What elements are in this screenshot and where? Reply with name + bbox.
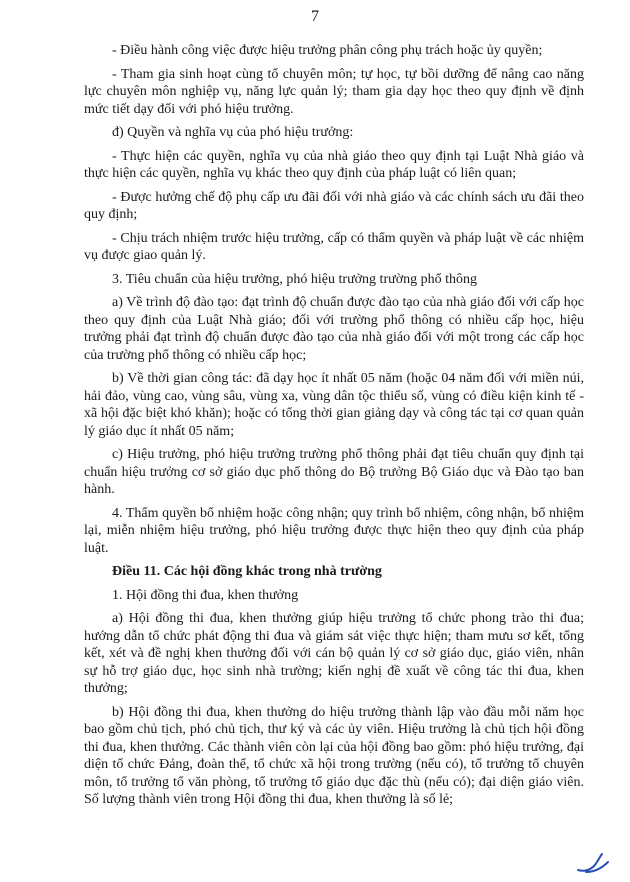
paragraph: c) Hiệu trưởng, phó hiệu trưởng trường phổ thông phải đạt tiêu chuẩn quy định tại chuẩn hiệu trưởng cơ sở giáo dục phổ thông do Bộ trưởng Bộ Giáo dục và Đào tạo ban hành. xyxy=(84,447,584,497)
paragraph: đ) Quyền và nghĩa vụ của phó hiệu trưởng: xyxy=(112,125,354,140)
initial-signature-mark xyxy=(572,848,612,878)
paragraph: - Thực hiện các quyền, nghĩa vụ của nhà giáo theo quy định tại Luật Nhà giáo và thực hiện các quyền, nghĩa vụ khác theo quy định của pháp luật có liên quan; xyxy=(84,148,584,181)
paragraph: 4. Thẩm quyền bổ nhiệm hoặc công nhận; quy trình bổ nhiệm, công nhận, bổ nhiệm lại, miễn nhiệm hiệu trưởng, phó hiệu trưởng được thực hiện theo quy định của pháp luật. xyxy=(84,505,584,556)
paragraph: b) Về thời gian công tác: đã dạy học ít nhất 05 năm (hoặc 04 năm đối với miền núi, hải đảo, vùng cao, vùng sâu, vùng xa, vùng dân tộc thiểu số, vùng có điều kiện kinh tế - xã hội đặc biệt khó khăn); hoặc có tổng thời gian giảng dạy và công tác tại cơ quan quản lý giáo dục ít nhất 05 năm; xyxy=(84,371,584,439)
paragraph: 1. Hội đồng thi đua, khen thưởng xyxy=(112,587,299,603)
paragraph: - Tham gia sinh hoạt cùng tổ chuyên môn; tự học, tự bồi dưỡng để nâng cao năng lực chuyên môn nghiệp vụ, năng lực quản lý; tham gia dạy học theo quy định về định mức tiết dạy đối với phó hiệu trưởng. xyxy=(84,66,584,117)
paragraph: a) Hội đồng thi đua, khen thưởng giúp hiệu trưởng tổ chức phong trào thi đua; hướng dẫn tổ chức phát động thi đua và giám sát việc thực hiện; tham mưu sơ kết, tổng kết, xét và đề nghị khen thưởng đối với cán bộ quản lý cơ sở giáo dục, giáo viên, nhân sự hỗ trợ giáo dục, học sinh nhà trường; kiến nghị đề xuất về công tác thi đua, khen thưởng; xyxy=(84,611,584,696)
paragraph: a) Về trình độ đào tạo: đạt trình độ chuẩn được đào tạo của nhà giáo đối với cấp học theo quy định của Luật Nhà giáo; đối với trường phổ thông có nhiều cấp học, hiệu trưởng phải đạt trình độ chuẩn được đào tạo của nhà giáo đối với một trong các cấp học của trường phổ thông có nhiều cấp học; xyxy=(84,295,584,363)
paragraph: 3. Tiêu chuẩn của hiệu trưởng, phó hiệu trưởng trường phổ thông xyxy=(112,271,477,287)
paragraph: - Điều hành công việc được hiệu trưởng phân công phụ trách hoặc ủy quyền; xyxy=(112,43,543,58)
paragraph: - Được hưởng chế độ phụ cấp ưu đãi đối với nhà giáo và các chính sách ưu đãi theo quy định; xyxy=(84,189,584,222)
document-body xyxy=(84,42,584,815)
page-number: 7 xyxy=(311,8,319,25)
article-heading: Điều 11. Các hội đồng khác trong nhà trường xyxy=(112,564,382,579)
paragraph: b) Hội đồng thi đua, khen thưởng do hiệu trưởng thành lập vào đầu mỗi năm học bao gồm chủ tịch, phó chủ tịch, thư ký và các ủy viên. Hiệu trưởng là chủ tịch hội đồng thi đua, khen thưởng. Các thành viên còn lại của hội đồng bao gồm: phó hiệu trưởng, đại diện tổ chức Đảng, đoàn thể, tổ chức xã hội trong trường (nếu có), tổ trưởng tổ chuyên môn, tổ trưởng tổ văn phòng, tổ trưởng tổ giáo dục đặc thù (nếu có); đại diện giáo viên. Số lượng thành viên trong Hội đồng thi đua, khen thưởng là số lẻ; xyxy=(84,704,584,807)
paragraph: - Chịu trách nhiệm trước hiệu trưởng, cấp có thẩm quyền và pháp luật về các nhiệm vụ được giao quản lý. xyxy=(84,230,584,263)
